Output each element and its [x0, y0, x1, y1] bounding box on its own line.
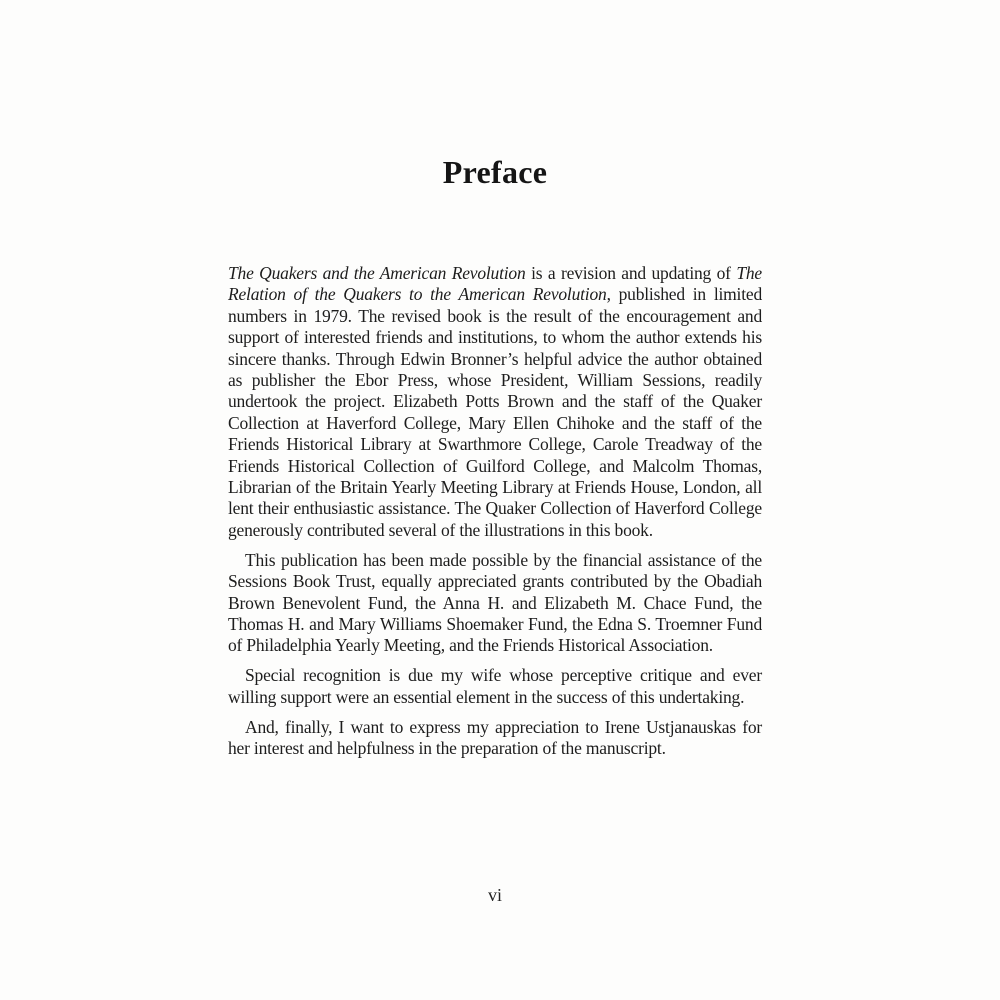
- body-text: Special recognition is due my wife whose perceptive critique and ever willing support were an essential element in the success of this undertaking.: [228, 665, 762, 707]
- book-title-text: The Relation of the Quakers to the American Revolution: [228, 263, 762, 305]
- paragraph: [228, 665, 762, 708]
- paragraph: [228, 263, 762, 541]
- body-text: , published in limited numbers in 1979. The revised book is the result of the encouragement and support of interested friends and institutions, to whom the author extends his sincere thanks. Through Edwin Bronner’s helpful advice the author obtained as publisher the Ebor Press, whose President, William Sessions, readily undertook the project. Elizabeth Potts Brown and the staff of the Quaker Collection at Haverford College, Mary Ellen Chihoke and the staff of the Friends Historical Library at Swarthmore College, Carole Treadway of the Friends Historical Collection of Guilford College, and Malcolm Thomas, Librarian of the Britain Yearly Meeting Library at Friends House, London, all lent their enthusiastic assistance. The Quaker Collection of Haverford College generously contributed several of the illustrations in this book.: [228, 284, 762, 540]
- page-title: Preface: [442, 154, 548, 190]
- body-text: This publication has been made possible by the financial assistance of the Sessions Book Trust, equally appreciated grants contributed by the Obadiah Brown Benevolent Fund, the Anna H. and Elizabeth M. Chace Fund, the Thomas H. and Mary Williams Shoemaker Fund, the Edna S. Troemner Fund of Philadelphia Yearly Meeting, and the Friends Historical Association.: [228, 549, 762, 656]
- body-text: And, finally, I want to express my appreciation to Irene Ustjanauskas for her interest and helpfulness in the preparation of the manuscript.: [228, 716, 762, 759]
- body-text: is a revision and updating of: [525, 263, 737, 283]
- paragraph: [228, 717, 762, 760]
- book-title-text: The Quakers and the American Revolution: [228, 263, 526, 283]
- paragraph: [228, 550, 762, 657]
- page-number: vi: [487, 885, 502, 905]
- preface-body: [228, 263, 762, 768]
